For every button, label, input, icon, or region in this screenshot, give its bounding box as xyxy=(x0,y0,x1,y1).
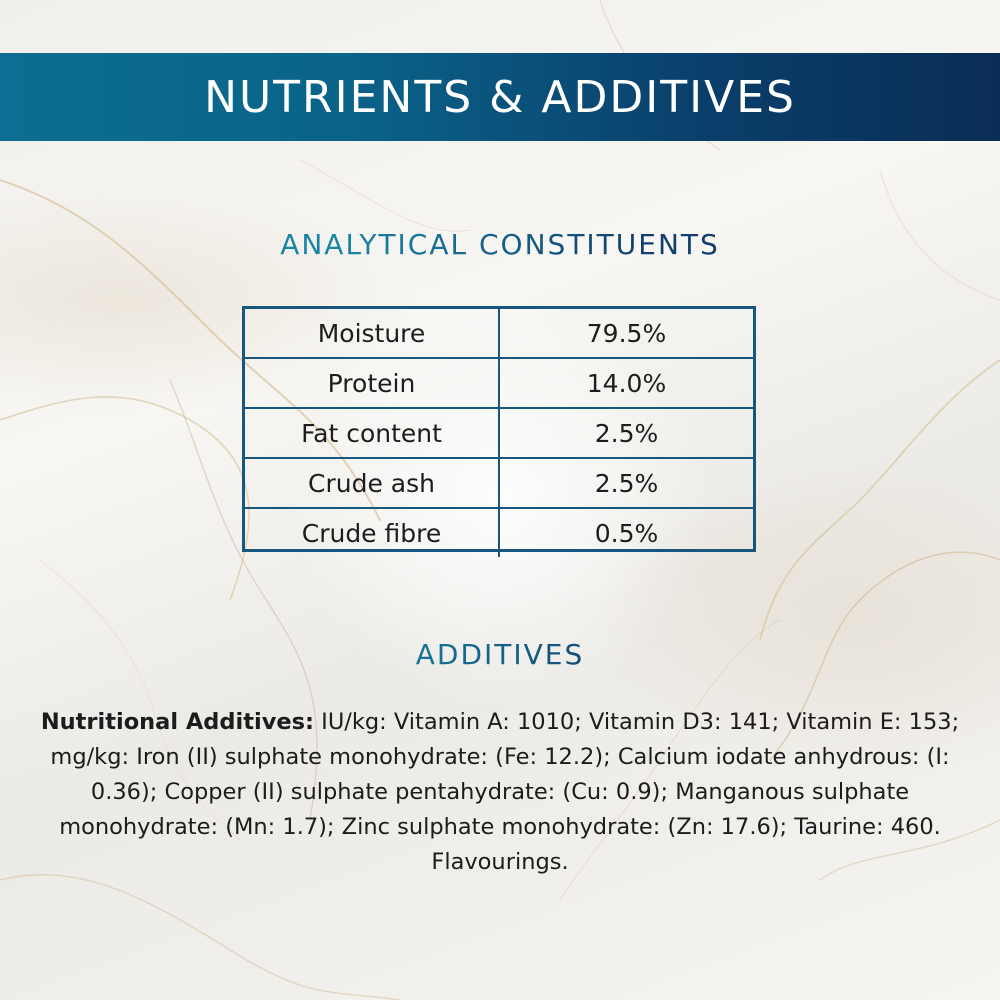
table-row xyxy=(245,309,753,358)
page-title: NUTRIENTS & ADDITIVES xyxy=(204,71,796,123)
constituent-label: Moisture xyxy=(245,309,499,358)
table-row xyxy=(245,358,753,408)
constituent-label: Crude ash xyxy=(245,458,499,508)
constituent-value: 14.0% xyxy=(499,358,753,408)
table-row xyxy=(245,458,753,508)
constituent-value: 79.5% xyxy=(499,309,753,358)
additives-paragraph xyxy=(40,705,960,880)
additives-lead: Nutritional Additives: xyxy=(40,709,315,735)
analytical-constituents-heading: ANALYTICAL CONSTITUENTS xyxy=(0,228,1000,261)
constituent-value: 0.5% xyxy=(499,508,753,557)
table-row xyxy=(245,508,753,557)
constituent-label: Protein xyxy=(245,358,499,408)
additives-body: IU/kg: Vitamin A: 1010; Vitamin D3: 141; Vitamin E: 153; mg/kg: Iron (II) sulphate monohydrate: (Fe: 12.2); Calcium iodate anhydrous: (I: 0.36); Copper (II) sulphate pentahydrate: (Cu: 0.9); Manganous sulphate monohydrate: (Mn: 1.7); Zinc sulphate monohydrate: (Zn: 17.6); Taurine: 460. Flavourings. xyxy=(50,709,960,875)
analytical-constituents-table xyxy=(242,306,756,552)
constituent-label: Crude fibre xyxy=(245,508,499,557)
title-banner xyxy=(0,53,1000,141)
constituent-value: 2.5% xyxy=(499,458,753,508)
constituent-label: Fat content xyxy=(245,408,499,458)
constituent-value: 2.5% xyxy=(499,408,753,458)
additives-heading: ADDITIVES xyxy=(0,638,1000,671)
table-row xyxy=(245,408,753,458)
